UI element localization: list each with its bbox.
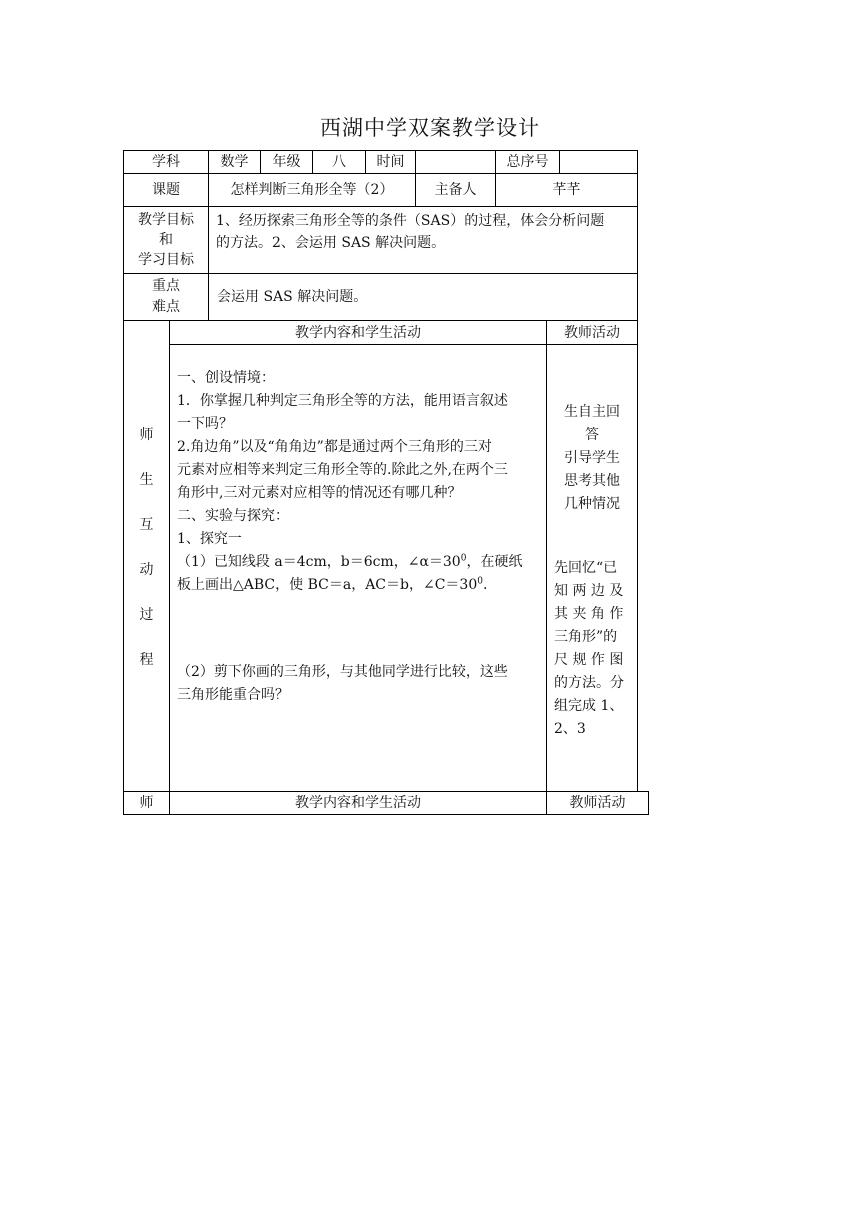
explore-line: （1）已知线段 a＝4cm，b＝6cm，$\angle\alpha=30^0$，在硬纸 (177, 553, 523, 570)
side-label-char: 过 (139, 607, 154, 623)
content-body (169, 344, 547, 792)
footer-teacher-header: 教师活动 (546, 791, 649, 815)
teacher-header: 教师活动 (546, 320, 638, 345)
teacher-line: 其 夹 角 作 (554, 606, 624, 622)
teacher-line: 先回忆“已 (554, 560, 618, 576)
teacher-line: 思考其他 (564, 473, 620, 489)
key-points-text: 会运用 SAS 解决问题。 (208, 273, 638, 321)
content-header: 教学内容和学生活动 (169, 320, 547, 345)
footer-side-label: 师 (123, 791, 170, 815)
time-value (415, 150, 496, 174)
teacher-line: 三角形”的 (554, 629, 618, 645)
teacher-line: 的方法。分 (554, 675, 624, 691)
content-line: 一下吗？ (177, 416, 233, 432)
objectives-text (208, 206, 638, 274)
teacher-line: 几种情况 (564, 496, 620, 512)
sequence-value (559, 150, 638, 174)
content-line: 1．你掌握几种判定三角形全等的方法，能用语言叙述 (177, 393, 508, 409)
explore2-line: （2）剪下你画的三角形，与其他同学进行比较，这些 (177, 664, 508, 680)
objectives-text-line: 的方法。2、会运用 SAS 解决问题。 (216, 235, 446, 251)
preparer-label: 主备人 (415, 173, 496, 207)
content-line: 一、创设情境： (177, 370, 275, 386)
objectives-label (123, 206, 209, 274)
teacher-body (546, 344, 638, 792)
grade-label: 年级 (260, 150, 313, 174)
process-side-label (123, 320, 170, 792)
side-label-char: 师 (139, 427, 154, 443)
key-points-label (123, 273, 209, 321)
teacher-line: 答 (585, 427, 599, 443)
content-line: 1、探究一 (177, 531, 242, 547)
side-label-char: 动 (139, 562, 154, 578)
preparer-value: 芊芊 (495, 173, 638, 207)
explore2-line: 三角形能重合吗？ (177, 687, 289, 703)
footer-content-header: 教学内容和学生活动 (169, 791, 547, 815)
topic-value: 怎样判断三角形全等（2） (208, 173, 416, 207)
content-line: 2.角边角”以及“角角边”都是通过两个三角形的三对 (177, 439, 492, 455)
side-label-char: 生 (139, 472, 154, 488)
subject-label: 学科 (123, 150, 209, 174)
objectives-label-line: 学习目标 (138, 252, 194, 268)
teacher-line: 生自主回 (564, 404, 620, 420)
teacher-line: 2、3 (554, 721, 586, 737)
content-line: 角形中,三对元素对应相等的情况还有哪几种？ (177, 485, 462, 501)
teacher-line: 引导学生 (564, 450, 620, 466)
side-label-char: 程 (139, 652, 154, 668)
objectives-label-line: 和 (159, 232, 173, 248)
subject-value: 数学 (208, 150, 261, 174)
teacher-line: 知 两 边 及 (554, 583, 624, 599)
objectives-label-line: 教学目标 (138, 212, 194, 228)
content-line: 元素对应相等来判定三角形全等的.除此之外,在两个三 (177, 462, 508, 478)
topic-label: 课题 (123, 173, 209, 207)
objectives-text-line: 1、经历探索三角形全等的条件（SAS）的过程，体会分析问题 (216, 213, 605, 229)
time-label: 时间 (365, 150, 416, 174)
teacher-line: 组完成 1、 (554, 698, 624, 714)
content-line: 二、实验与探究： (177, 508, 289, 524)
teacher-line: 尺 规 作 图 (554, 652, 624, 668)
explore-line: 板上画出△ABC，使 BC＝a，AC＝b，$\angle C=30^0$. (177, 576, 488, 593)
document-title: 西湖中学双案教学设计 (320, 116, 540, 140)
grade-value: 八 (312, 150, 366, 174)
key-points-label-line: 重点 (152, 278, 180, 294)
key-points-label-line: 难点 (152, 299, 180, 315)
sequence-label: 总序号 (495, 150, 560, 174)
side-label-char: 互 (139, 517, 154, 533)
